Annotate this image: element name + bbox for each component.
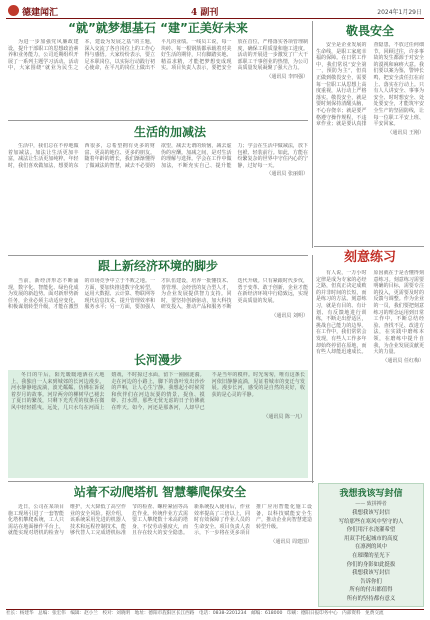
poem-line: 我想我该写封信	[352, 510, 390, 516]
poem-line: 你们的身影如此挺拔	[346, 561, 396, 568]
article-7-body: 近日，公司在某项目施工现场引进了一套智能化塔机攀爬系统，工人只需站在地面操作平台上，就能实现对塔机的检查与维护，大大降低了高空作业的安全风险。据介绍，该系统采用先进的机器人技术和远程控制技术，能够代替人工完成塔机标准节的检查、螺栓紧固等高危作业。传统作业方式需要工人攀爬数十米高的塔身，不仅劳动强度大，而且存在较大的安全隐患。新系统投入使用后，作业效率提高了三倍以上，同时有效保障了作业人员的生命安全。项目负责人表示，下一步将在更多项目推广应用智能化施工设备，以科技赋能安全生产，推动企业向智慧建造转型升级。	[8, 504, 312, 537]
article-5-body: 当前，新经济形态不断涌现，数字化、智能化、绿色化成为发展的新趋势。面对新形势新任务，企业必须主动适应变化，积极谋划转型升级，才能在激烈的市场竞争中立于不败之地。一方面，要加快推进数字化转型，运用大数据、云计算、物联网等现代信息技术，提升管理效率和服务水平；另一方面，要加强人才队伍建设，培养一批懂技术、善管理、会经营的复合型人才，为企业发展提供智力支持。同时，要坚持创新驱动，加大科技研发投入，推动产品和服务不断迭代升级。只有紧跟时代步伐，勇于变革、敢于创新，企业才能在新经济环境中行稳致远，实现更高质量的发展。	[8, 278, 308, 311]
poem-author: —— 致拼搏者	[355, 501, 387, 507]
section-divider	[8, 481, 314, 482]
paper-name: 德建闻汇	[22, 8, 59, 18]
paper-logo-icon	[8, 5, 19, 16]
poem-line: 你们用汗水浇灌希望	[346, 527, 396, 534]
poem-box	[318, 483, 424, 607]
poem-line: 在凛冽的风中	[354, 544, 388, 551]
poem-title: 我想我该写封信	[339, 489, 403, 499]
poem-line: 用双手托起城市的高度	[344, 535, 398, 542]
article-2-byline: （通讯员 王刚）	[387, 129, 424, 136]
article-4	[316, 270, 424, 478]
article-1	[8, 39, 308, 117]
article-1-title: “就”就梦想基石 “建”正美好未来	[68, 21, 248, 35]
article-5-byline: （通讯员 刘明）	[271, 312, 308, 319]
column-divider	[312, 255, 313, 483]
article-1-byline: （通讯员 李四强）	[266, 73, 308, 80]
article-3-body: 生活中，我们总在不停地做着加减法。加法让生活更加丰富，减法让生活更加纯粹。年轻时，我们喜欢做加法，想要的东西很多，总希望拥有更多的财富、更高的地位、更多的朋友。随着年龄的增长，我们渐渐懂得了做减法的智慧，减去不必要的欲望，减去无谓的烦恼，减去虚伪的应酬。加减之间，是对生活的理解与选择。学会在工作中做加法，不断充实自己、提升能力；学会在生活中做减法，放下包袱、轻装前行。如此，方能在纷繁复杂的世界中守住内心的宁静，过好每一天。	[8, 143, 308, 169]
article-5	[8, 278, 308, 348]
article-6-byline: （通讯员 陈一凡）	[263, 413, 305, 420]
section-divider	[314, 246, 424, 247]
article-6	[11, 372, 305, 476]
article-3	[8, 143, 308, 251]
article-2	[316, 42, 424, 242]
article-2-title: 敬畏安全	[345, 24, 394, 38]
article-3-byline: （通讯员 张丽娟）	[266, 171, 308, 178]
poem-line: 告诉你们	[360, 578, 382, 585]
section-divider	[8, 255, 308, 256]
page-footer: 社长：杨建华 总编：张宏伟 编辑：赵小兰 校对：刘晓明 地址：德阳市旌阳区长江西路 电话：0838-2201234 邮编：618000 印刷：德阳日报印务中心 内部资料 免费交流	[6, 609, 424, 618]
poem-line: 我想我该写封信	[352, 570, 390, 577]
article-4-title: 刻意练习	[343, 250, 396, 265]
article-7-byline: （通讯员 周建国）	[270, 538, 312, 545]
section-divider	[8, 120, 308, 121]
poem-line: 在璀璨的星光下	[352, 552, 390, 559]
article-4-body: 有人说，一万小时定律是成为专家的必经之路，但真正决定成败的并非时间的长短，而是练习的方法。刻意练习，就是有目的、有计划、有反馈地进行训练，不断走出舒适区，挑战自己能力的边界。在工作中，我们常常会发现，有些人工作多年却始终停留在原地，而有些人却能迅速成长。原因就在于是否懂得刻意练习。刻意练习需要明确的目标，需要专注的投入，更需要及时的反馈与调整。作为企业的一员，我们要把刻意练习的理念运用到日常工作中，不断总结经验、查找不足、改进方法，在实践中磨练本领，在磨练中提升自我，为企业发展贡献更大的力量。	[316, 270, 424, 356]
poem-line: 所有的付出都值得	[349, 587, 393, 594]
poem-line: 所有的坚持都有意义	[346, 595, 396, 602]
column-divider	[312, 21, 313, 248]
poem-line: 写给那些在寒风中坚守的人	[338, 518, 404, 525]
article-3-title: 生活的加减法	[133, 125, 206, 139]
article-1-body: 为进一步加强党风廉政建设，提升干部职工的思想政治素养和业务能力，公司近期组织开展了一系列主题学习活动。活动中，大家围绕“就业为民生之本，建设为发展之基”的主题，深入交流了各自岗位上的工作心得与感悟。大家纷纷表示，要立足本职岗位，以实际行动践行初心使命，在平凡的岗位上做出不平凡的业绩。一线员工说，每一块砖、每一根钢筋都承载着对美好生活的期待，只有脚踏实地、精益求精，才能把梦想变成现实。项目负责人表示，要把安全放在首位，严格落实各项管理制度，确保工程质量和施工进度。活动的开展进一步激发了广大干部职工干事创业的热情，为公司高质量发展凝聚了强大合力。	[8, 39, 308, 72]
issue-date: 2024年1月29日	[377, 9, 422, 16]
article-7-title: 站着不动爬塔机 智慧攀爬保安全	[73, 485, 247, 499]
article-5-title: 跟上新经济环境的脚步	[97, 259, 218, 273]
article-6-body: 冬日的午后，阳光暖暖地洒在大地上，我独自一人来到城郊的长河边漫步。河水静静地流淌，波光粼粼，仿佛在诉说着岁月的故事。河岸两旁的柳树早已褪去了夏日的繁茂，只剩下光秃秃的枝条在微风中轻轻摇曳。远处，几只水鸟在河面上嬉戏，不时掠过水面，留下一圈圈涟漪。走在河边的小路上，脚下的落叶发出沙沙的声响，让人心生宁静。我想起小时候常和伙伴们在河边玩耍的情景，捉鱼、摸虾、打水漂，那些无忧无虑的日子仿佛就在昨天。如今，河还是那条河，人却早已不是当年的模样。时光匆匆，唯有这条长河依旧静静流淌，见证着城市的变迁与发展。漫步长河，感受的是自然的美好，收获的是心灵的平静。	[11, 372, 305, 411]
article-6-title: 长河漫步	[133, 353, 182, 367]
poem-lines	[319, 509, 423, 604]
article-4-byline: （通讯员 任红梅）	[382, 357, 424, 364]
article-7	[8, 504, 312, 606]
page-label: 4 副刊	[191, 8, 219, 18]
article-2-body: 安全是企业发展的生命线，是职工家庭幸福的保障。在日常工作中，我们常说“安全第一，预防为主”，但真正做到敬畏安全，需要每一位职工从思想上高度重视，从行动上严格落实。敬畏安全，就是要时刻保持清醒头脑，不心存侥幸；就是要严格遵守操作规程，不违章作业；就是要认真排查隐患，不放过任何细节。回顾过往，许多事故的发生都源于对安全的漠视和麻痹大意。我们要以案为鉴，警钟长鸣，把安全责任扛在肩上、落实在行动上。只有人人讲安全、事事为安全、时时想安全、处处要安全，才能筑牢安全生产的坚固防线，让每一位职工平安上班、平安回家。	[316, 42, 424, 128]
masthead	[6, 4, 424, 19]
